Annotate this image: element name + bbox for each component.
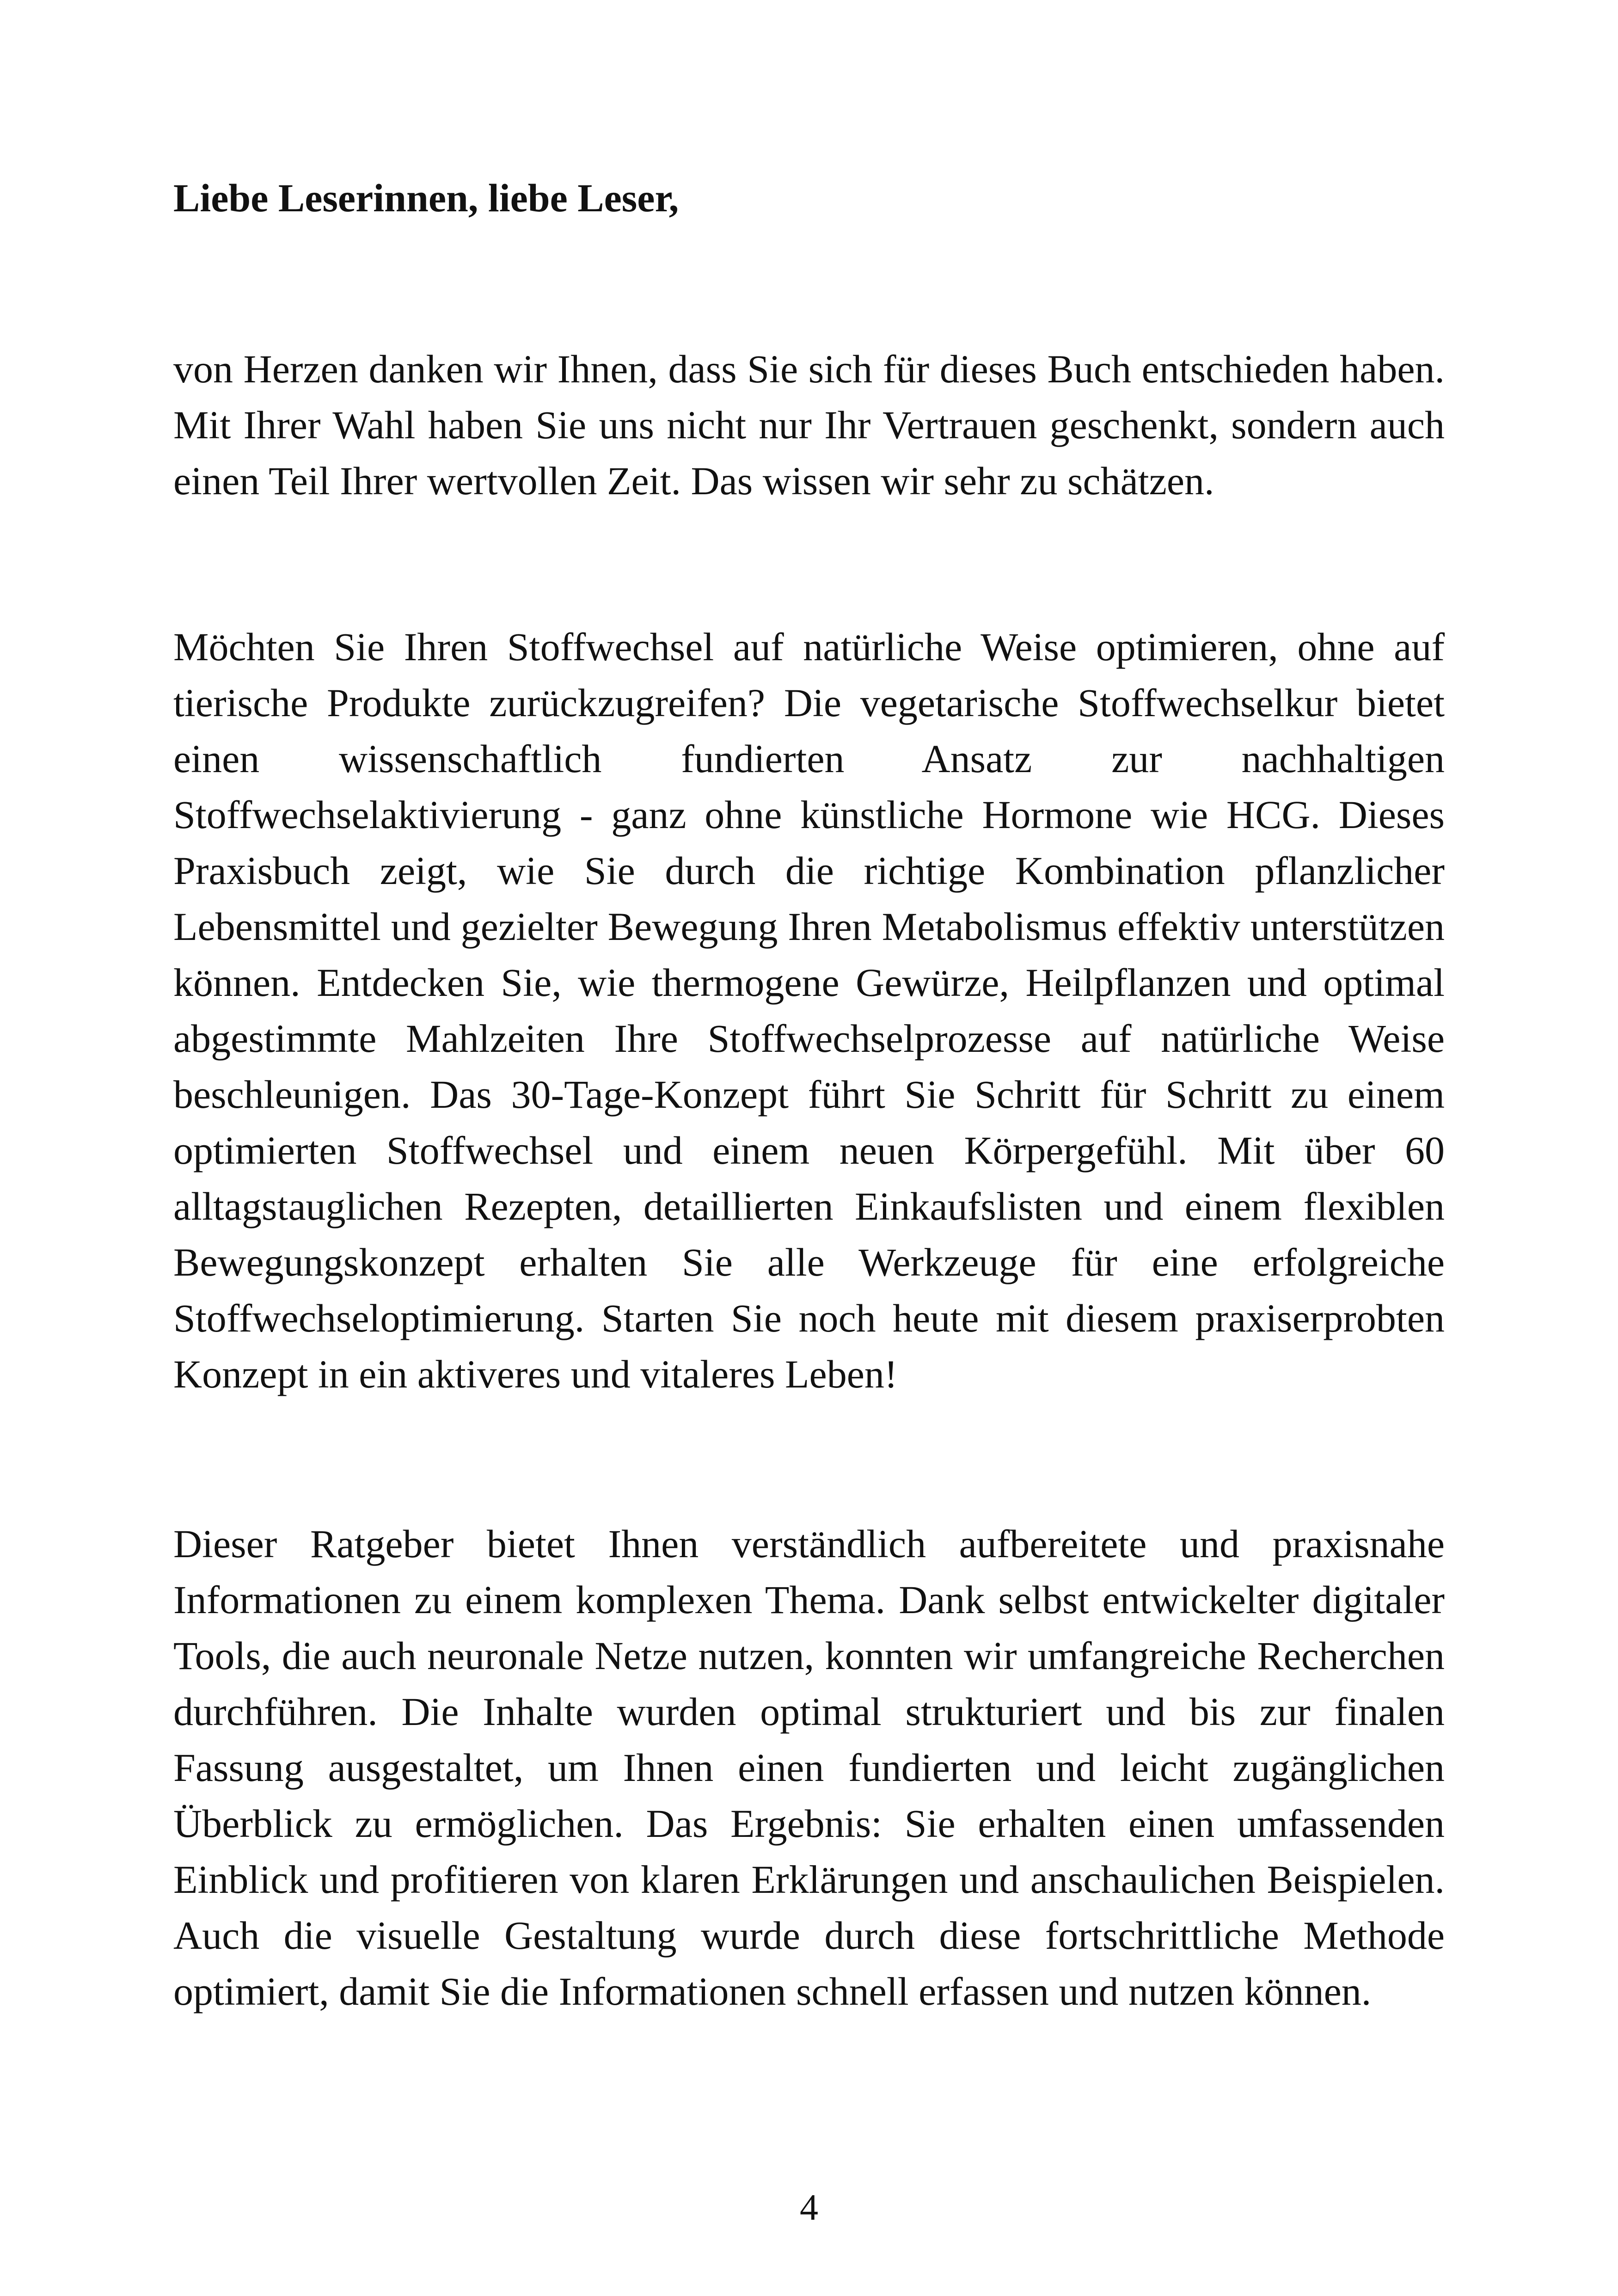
- page-number: 4: [800, 2187, 818, 2228]
- salutation-heading: Liebe Leserinnen, liebe Leser,: [173, 176, 679, 220]
- paragraph-book-description: Möchten Sie Ihren Stoffwechsel auf natürliche Weise optimieren, ohne auf tierische Produkte zurückzugreifen? Die vegetarische Stoffwechselkur bietet einen wissenschaftlich fundierten Ansatz zur nachhaltigen Stoffwechselaktivierung - ganz ohne künstliche Hormone wie HCG. Dieses Praxisbuch zeigt, wie Sie durch die richtige Kombination pflanzlicher Lebensmittel und gezielter Bewegung Ihren Metabolismus effektiv unterstützen können. Entdecken Sie, wie thermogene Gewürze, Heilpflanzen und optimal abgestimmte Mahlzeiten Ihre Stoffwechselprozesse auf natürliche Weise beschleunigen. Das 30-Tage-Konzept führt Sie Schritt für Schritt zu einem optimierten Stoffwechsel und einem neuen Körpergefühl. Mit über 60 alltagstauglichen Rezepten, detaillierten Einkaufslisten und einem flexiblen Bewegungskonzept erhalten Sie alle Werkzeuge für eine erfolgreiche Stoffwechseloptimierung. Starten Sie noch heute mit diesem praxiserprobten Konzept in ein aktiveres und vitaleres Leben!: [173, 625, 1445, 1396]
- paragraph-thanks: von Herzen danken wir Ihnen, dass Sie sich für dieses Buch entschieden haben. Mit Ihrer Wahl haben Sie uns nicht nur Ihr Vertrauen geschenkt, sondern auch einen Teil Ihrer wertvollen Zeit. Das wissen wir sehr zu schätzen.: [173, 347, 1445, 503]
- paragraph-method-note: Dieser Ratgeber bietet Ihnen verständlich aufbereitete und praxisnahe Informationen zu einem komplexen Thema. Dank selbst entwickelter digitaler Tools, die auch neuronale Netze nutzen, konnten wir umfangreiche Recherchen durchführen. Die Inhalte wurden optimal strukturiert und bis zur finalen Fassung ausgestaltet, um Ihnen einen fundierten und leicht zugänglichen Überblick zu ermöglichen. Das Ergebnis: Sie erhalten einen umfassenden Einblick und profitieren von klaren Erklärungen und anschaulichen Beispielen. Auch die visuelle Gestaltung wurde durch diese fortschrittliche Methode optimiert, damit Sie die Informationen schnell erfassen und nutzen können.: [173, 1522, 1445, 2014]
